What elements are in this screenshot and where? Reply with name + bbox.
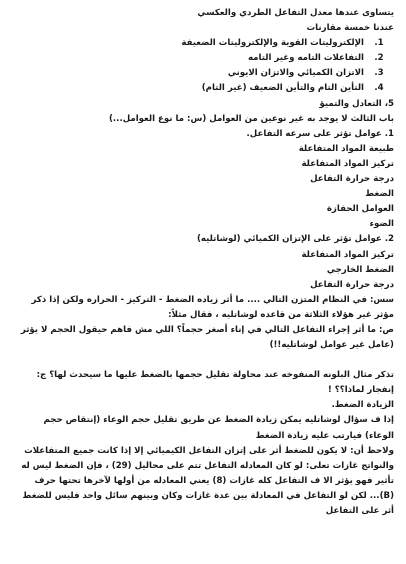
pressure-block: [8, 368, 394, 519]
text-line: الضغط: [365, 189, 394, 200]
text-line: الزيادة الضغط.: [331, 400, 394, 411]
paragraph-gap: [8, 353, 394, 368]
comparisons-list: [8, 36, 394, 96]
list-number: 4.: [374, 83, 384, 94]
text-line: 1. عوامل تؤثر على سرعه التفاعل.: [246, 128, 394, 139]
text-line: عندنا خمسة مقارنات: [306, 23, 394, 34]
list-item: [8, 81, 394, 96]
text-line: العوامل الحفازة: [326, 204, 394, 215]
text-line: والنواتج غازات تعلى: لو كان المعادله التفاعل تتم على محاليل (29) ، فإن الضغط ليس له: [21, 460, 394, 471]
text-line: (B)... لكن لو التفاعل في المعادلة بين عدة غازات وكان وبينهم سائل واحد فليس للضغط: [22, 490, 394, 501]
intro-block: [8, 6, 394, 36]
text-line: تركيز المواد المتفاعلة: [301, 249, 394, 260]
text-line: يتساوى عندها معدل التفاعل الطردي والعكسي: [197, 8, 394, 18]
list-text: الإلكتروليتات القوية والإلكتروليتات الضعيفة: [181, 38, 364, 49]
list-item: [8, 66, 394, 81]
list-number: 3.: [374, 68, 384, 79]
text-line: إذا ف سؤال لوشاتليه يمكن زيادة الضغط عن طريق تقليل حجم الوعاء (إنتقاص حجم: [43, 415, 394, 426]
text-line: 2. عوامل تؤثر على الإتزان الكميائي (لوشاتليه): [196, 234, 394, 245]
text-line: الوعاء) فيارتب عليه زيادة الضغط: [255, 430, 394, 441]
text-line: إنفجار لماذا؟؟ !: [327, 385, 394, 396]
list-item: [8, 51, 394, 66]
list-text: الاتزان الكميائي والاتزان الايوني: [227, 68, 364, 79]
text-line: الضغط الخارجي: [326, 264, 394, 275]
text-line: ص: ما أثر إجراء التفاعل التالي في إناء أصغر حجماً؟ اللي مش فاهم حيقول الحجم لا يؤثر: [20, 324, 394, 335]
text-line: باب الثالث لا يوجد به غير نوعين من العوامل (س: ما نوع العوامل...): [108, 113, 394, 124]
factors-block: [8, 97, 394, 354]
list-text: التفاعلات التامه وغير التامه: [247, 53, 364, 64]
text-line: سس: في النظام المتزن التالي .... ما أثر زياده الضغط - التركيز - الحراره ولكن إذا ذكر: [31, 294, 394, 305]
list-number: 1.: [374, 38, 384, 49]
text-line: ولاحظ أن: لا يكون للضغط أثر على إتزان التفاعل الكيميائي إلا إذا كانت جميع المتفاعلات: [24, 445, 394, 456]
list-number: 2.: [374, 53, 384, 64]
text-line: طبيعة المواد المتفاعلة: [298, 143, 394, 154]
text-line: درجة حرارة التفاعل: [310, 279, 394, 290]
list-item: [8, 36, 394, 51]
text-line: 5، التعادل والتميؤ: [319, 98, 394, 109]
text-line: مؤثر غير هؤلاء الثلاثة من قاعده لوشاتليه ، فقال مثلاً:: [168, 309, 394, 320]
list-text: التأين التام والتأين الضعيف (غير التام): [201, 83, 364, 94]
text-line: درجة حرارة التفاعل: [310, 174, 394, 185]
text-line: تركيز المواد المتفاعلة: [301, 158, 394, 169]
text-line: تذكر مثال البلونه المنفوخه عند محاولة تقليل حجمها بالضغط عليها ما سيحدث لها؟ ج:: [36, 370, 394, 381]
text-line: أثر على التفاعل: [325, 506, 394, 516]
text-line: (عامل غير عوامل لوشاتليه!!): [269, 340, 394, 351]
text-line: تأثير فهو يؤثر الا ف التفاعل كله غازات (8) يعني المعادله من أولها لآخرها تحتها حرف: [34, 475, 394, 486]
text-line: الضوء: [369, 219, 394, 230]
